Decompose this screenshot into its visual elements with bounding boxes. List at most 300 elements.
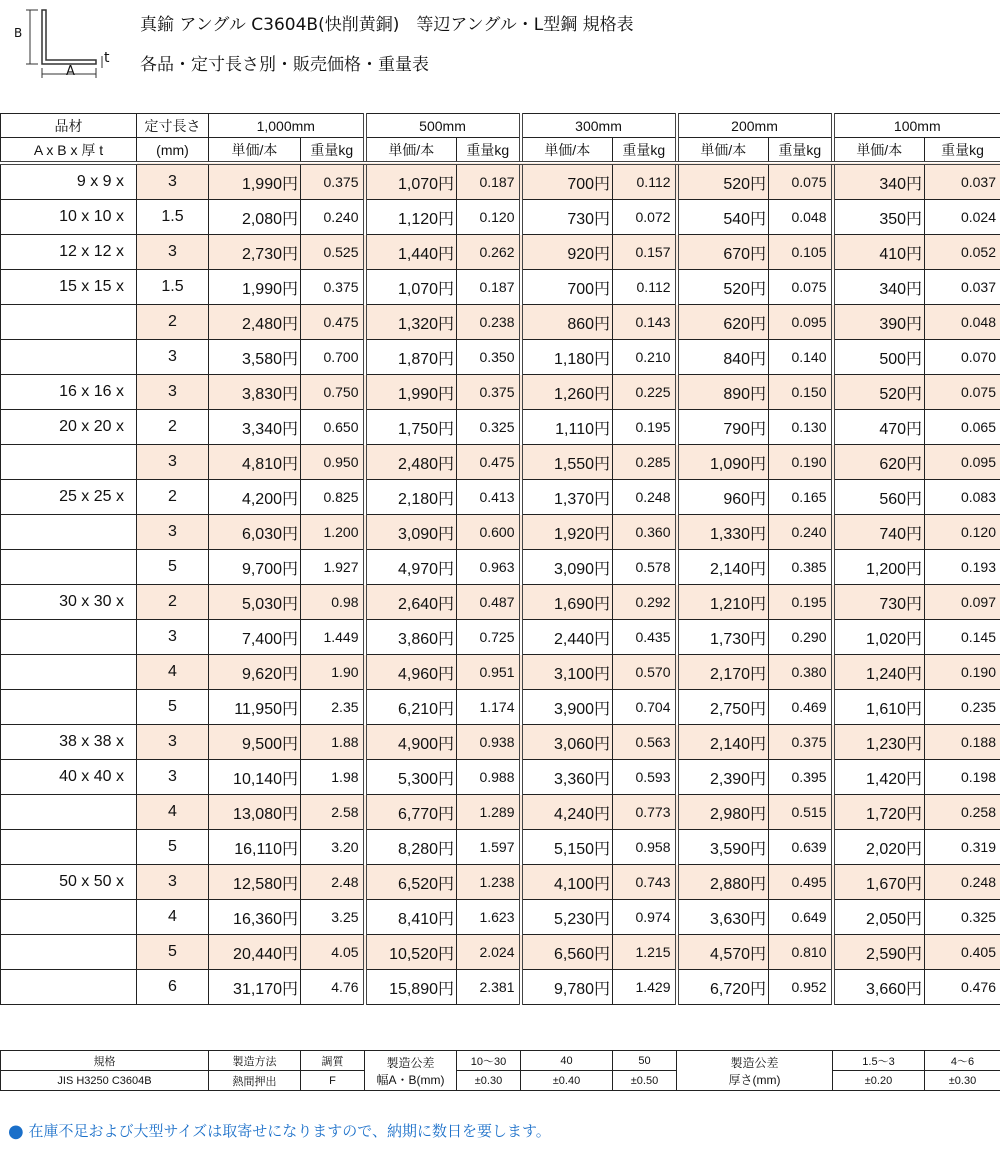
weight-cell: 0.193	[925, 550, 1000, 585]
unit-price-cell: 390円	[833, 305, 925, 340]
unit-price-cell: 2,980円	[677, 795, 769, 830]
weight-cell: 0.225	[613, 375, 677, 410]
size-cell: 16 x 16 x	[1, 375, 137, 410]
table-row	[1, 760, 1000, 795]
unit-price-cell: 1,330円	[677, 515, 769, 550]
diagram-label-t: t	[104, 50, 110, 66]
unit-price-cell: 2,880円	[677, 865, 769, 900]
size-cell: 15 x 15 x	[1, 270, 137, 305]
size-cell: 38 x 38 x	[1, 725, 137, 760]
page-title: 真鍮 アングル C3604B(快削黄銅) 等辺アングル・L型鋼 規格表	[140, 15, 634, 35]
unit-price-cell: 1,550円	[521, 445, 613, 480]
unit-price-cell: 3,630円	[677, 900, 769, 935]
spec-thick-tol: ±0.30	[925, 1071, 1000, 1091]
diagram-label-b: B	[14, 26, 23, 40]
unit-price-cell: 1,420円	[833, 760, 925, 795]
table-row	[1, 690, 1000, 725]
unit-price-cell: 2,050円	[833, 900, 925, 935]
weight-cell: 0.810	[769, 935, 833, 970]
size-cell	[1, 900, 137, 935]
unit-price-cell: 1,440円	[365, 235, 457, 270]
weight-cell: 0.825	[301, 480, 365, 515]
unit-price-cell: 1,750円	[365, 410, 457, 445]
header-unit-price: 単価/本	[833, 138, 925, 164]
weight-cell: 0.198	[925, 760, 1000, 795]
size-cell: 40 x 40 x	[1, 760, 137, 795]
weight-cell: 0.290	[769, 620, 833, 655]
size-cell	[1, 970, 137, 1005]
spec-thick-tol-label-2: 厚さ(mm)	[728, 1072, 781, 1087]
unit-price-cell: 1,670円	[833, 865, 925, 900]
unit-price-cell: 620円	[677, 305, 769, 340]
unit-price-cell: 1,990円	[209, 163, 301, 200]
weight-cell: 0.285	[613, 445, 677, 480]
weight-cell: 0.150	[769, 375, 833, 410]
unit-price-cell: 6,210円	[365, 690, 457, 725]
unit-price-cell: 1,870円	[365, 340, 457, 375]
weight-cell: 0.120	[457, 200, 521, 235]
weight-cell: 0.600	[457, 515, 521, 550]
weight-cell: 0.075	[769, 163, 833, 200]
spec-width-range: 40	[521, 1051, 613, 1071]
unit-price-cell: 1,990円	[209, 270, 301, 305]
spec-kikaku-value: JIS H3250 C3604B	[1, 1071, 209, 1091]
unit-price-cell: 340円	[833, 163, 925, 200]
unit-price-cell: 3,590円	[677, 830, 769, 865]
size-cell	[1, 550, 137, 585]
weight-cell: 0.963	[457, 550, 521, 585]
unit-price-cell: 9,780円	[521, 970, 613, 1005]
weight-cell: 0.258	[925, 795, 1000, 830]
unit-price-cell: 8,280円	[365, 830, 457, 865]
stock-note	[8, 1120, 551, 1142]
header-unit-price: 単価/本	[365, 138, 457, 164]
unit-price-cell: 16,360円	[209, 900, 301, 935]
table-row	[1, 830, 1000, 865]
unit-price-cell: 3,060円	[521, 725, 613, 760]
spec-thick-tol: ±0.20	[833, 1071, 925, 1091]
weight-cell: 1.597	[457, 830, 521, 865]
unit-price-cell: 9,700円	[209, 550, 301, 585]
page-subtitle: 各品・定寸長さ別・販売価格・重量表	[140, 55, 429, 75]
unit-price-cell: 1,070円	[365, 270, 457, 305]
unit-price-cell: 5,150円	[521, 830, 613, 865]
weight-cell: 0.165	[769, 480, 833, 515]
table-row	[1, 620, 1000, 655]
header-length-1000: 1,000mm	[209, 114, 365, 138]
header-weight: 重量kg	[457, 138, 521, 164]
spec-thick-tolerance-label	[677, 1051, 833, 1091]
weight-cell: 0.240	[301, 200, 365, 235]
weight-cell: 0.725	[457, 620, 521, 655]
unit-price-cell: 2,730円	[209, 235, 301, 270]
unit-price-cell: 9,500円	[209, 725, 301, 760]
header-mm: (mm)	[137, 138, 209, 164]
price-weight-table	[0, 113, 1000, 1005]
weight-cell: 1.927	[301, 550, 365, 585]
unit-price-cell: 4,100円	[521, 865, 613, 900]
thickness-cell: 4	[137, 655, 209, 690]
unit-price-cell: 350円	[833, 200, 925, 235]
table-row	[1, 305, 1000, 340]
header-unit-price: 単価/本	[521, 138, 613, 164]
angle-profile-diagram	[12, 6, 112, 90]
size-cell	[1, 340, 137, 375]
weight-cell: 1.429	[613, 970, 677, 1005]
weight-cell: 0.563	[613, 725, 677, 760]
unit-price-cell: 520円	[833, 375, 925, 410]
weight-cell: 0.187	[457, 270, 521, 305]
spec-row-1	[1, 1051, 1000, 1071]
size-cell	[1, 795, 137, 830]
weight-cell: 0.951	[457, 655, 521, 690]
unit-price-cell: 3,100円	[521, 655, 613, 690]
unit-price-cell: 2,440円	[521, 620, 613, 655]
thickness-cell: 2	[137, 305, 209, 340]
weight-cell: 0.292	[613, 585, 677, 620]
unit-price-cell: 730円	[521, 200, 613, 235]
weight-cell: 1.623	[457, 900, 521, 935]
unit-price-cell: 2,180円	[365, 480, 457, 515]
unit-price-cell: 1,990円	[365, 375, 457, 410]
unit-price-cell: 3,900円	[521, 690, 613, 725]
table-row	[1, 655, 1000, 690]
unit-price-cell: 6,560円	[521, 935, 613, 970]
unit-price-cell: 3,090円	[521, 550, 613, 585]
unit-price-cell: 1,200円	[833, 550, 925, 585]
thickness-cell: 3	[137, 515, 209, 550]
weight-cell: 0.120	[925, 515, 1000, 550]
unit-price-cell: 12,580円	[209, 865, 301, 900]
table-row	[1, 515, 1000, 550]
weight-cell: 0.385	[769, 550, 833, 585]
unit-price-cell: 2,140円	[677, 550, 769, 585]
unit-price-cell: 2,480円	[365, 445, 457, 480]
weight-cell: 2.381	[457, 970, 521, 1005]
thickness-cell: 3	[137, 620, 209, 655]
unit-price-cell: 500円	[833, 340, 925, 375]
weight-cell: 0.048	[925, 305, 1000, 340]
thickness-cell: 1.5	[137, 200, 209, 235]
weight-cell: 0.065	[925, 410, 1000, 445]
weight-cell: 1.98	[301, 760, 365, 795]
unit-price-cell: 4,970円	[365, 550, 457, 585]
unit-price-cell: 3,580円	[209, 340, 301, 375]
unit-price-cell: 4,900円	[365, 725, 457, 760]
header-weight: 重量kg	[301, 138, 365, 164]
size-cell: 10 x 10 x	[1, 200, 137, 235]
unit-price-cell: 700円	[521, 163, 613, 200]
weight-cell: 0.395	[769, 760, 833, 795]
weight-cell: 0.095	[925, 445, 1000, 480]
weight-cell: 0.360	[613, 515, 677, 550]
weight-cell: 0.570	[613, 655, 677, 690]
thickness-cell: 3	[137, 760, 209, 795]
weight-cell: 0.075	[769, 270, 833, 305]
weight-cell: 0.950	[301, 445, 365, 480]
weight-cell: 0.130	[769, 410, 833, 445]
weight-cell: 0.095	[769, 305, 833, 340]
unit-price-cell: 2,080円	[209, 200, 301, 235]
weight-cell: 0.649	[769, 900, 833, 935]
thickness-cell: 3	[137, 340, 209, 375]
weight-cell: 3.20	[301, 830, 365, 865]
weight-cell: 0.593	[613, 760, 677, 795]
header-row-2	[1, 138, 1000, 164]
weight-cell: 1.289	[457, 795, 521, 830]
weight-cell: 0.195	[613, 410, 677, 445]
unit-price-cell: 670円	[677, 235, 769, 270]
weight-cell: 0.210	[613, 340, 677, 375]
unit-price-cell: 20,440円	[209, 935, 301, 970]
thickness-cell: 6	[137, 970, 209, 1005]
unit-price-cell: 2,590円	[833, 935, 925, 970]
weight-cell: 0.190	[925, 655, 1000, 690]
stock-note-text: 在庫不足および大型サイズは取寄せになりますので、納期に数日を要します。	[28, 1122, 551, 1140]
weight-cell: 2.48	[301, 865, 365, 900]
unit-price-cell: 540円	[677, 200, 769, 235]
unit-price-cell: 2,480円	[209, 305, 301, 340]
weight-cell: 0.097	[925, 585, 1000, 620]
unit-price-cell: 740円	[833, 515, 925, 550]
weight-cell: 1.200	[301, 515, 365, 550]
thickness-cell: 5	[137, 935, 209, 970]
table-body	[1, 163, 1000, 1005]
table-row	[1, 480, 1000, 515]
size-cell	[1, 445, 137, 480]
unit-price-cell: 6,720円	[677, 970, 769, 1005]
thickness-cell: 5	[137, 690, 209, 725]
weight-cell: 0.037	[925, 270, 1000, 305]
weight-cell: 0.140	[769, 340, 833, 375]
unit-price-cell: 1,920円	[521, 515, 613, 550]
weight-cell: 0.704	[613, 690, 677, 725]
unit-price-cell: 3,360円	[521, 760, 613, 795]
size-cell	[1, 655, 137, 690]
thickness-cell: 5	[137, 550, 209, 585]
unit-price-cell: 620円	[833, 445, 925, 480]
header	[0, 0, 1000, 100]
thickness-cell: 3	[137, 375, 209, 410]
unit-price-cell: 3,090円	[365, 515, 457, 550]
thickness-cell: 5	[137, 830, 209, 865]
unit-price-cell: 410円	[833, 235, 925, 270]
weight-cell: 0.048	[769, 200, 833, 235]
weight-cell: 0.157	[613, 235, 677, 270]
unit-price-cell: 3,660円	[833, 970, 925, 1005]
spec-table	[0, 1050, 1000, 1091]
table-row	[1, 163, 1000, 200]
thickness-cell: 1.5	[137, 270, 209, 305]
weight-cell: 0.495	[769, 865, 833, 900]
spec-thick-range: 1.5〜3	[833, 1051, 925, 1071]
weight-cell: 0.248	[613, 480, 677, 515]
unit-price-cell: 1,210円	[677, 585, 769, 620]
weight-cell: 0.240	[769, 515, 833, 550]
header-unit-price: 単価/本	[677, 138, 769, 164]
weight-cell: 0.375	[301, 270, 365, 305]
table-row	[1, 865, 1000, 900]
header-weight: 重量kg	[613, 138, 677, 164]
weight-cell: 0.319	[925, 830, 1000, 865]
weight-cell: 0.650	[301, 410, 365, 445]
header-weight: 重量kg	[925, 138, 1000, 164]
weight-cell: 0.475	[301, 305, 365, 340]
unit-price-cell: 3,340円	[209, 410, 301, 445]
header-length-200: 200mm	[677, 114, 833, 138]
weight-cell: 0.187	[457, 163, 521, 200]
unit-price-cell: 1,260円	[521, 375, 613, 410]
table-row	[1, 795, 1000, 830]
weight-cell: 0.700	[301, 340, 365, 375]
weight-cell: 2.024	[457, 935, 521, 970]
weight-cell: 0.773	[613, 795, 677, 830]
size-cell: 30 x 30 x	[1, 585, 137, 620]
weight-cell: 0.405	[925, 935, 1000, 970]
unit-price-cell: 520円	[677, 270, 769, 305]
unit-price-cell: 31,170円	[209, 970, 301, 1005]
unit-price-cell: 860円	[521, 305, 613, 340]
table-row	[1, 445, 1000, 480]
unit-price-cell: 4,810円	[209, 445, 301, 480]
unit-price-cell: 3,830円	[209, 375, 301, 410]
header-row-1	[1, 114, 1000, 138]
unit-price-cell: 1,180円	[521, 340, 613, 375]
header-length-500: 500mm	[365, 114, 521, 138]
unit-price-cell: 1,720円	[833, 795, 925, 830]
unit-price-cell: 470円	[833, 410, 925, 445]
size-cell: 50 x 50 x	[1, 865, 137, 900]
thickness-cell: 2	[137, 410, 209, 445]
weight-cell: 0.958	[613, 830, 677, 865]
weight-cell: 1.215	[613, 935, 677, 970]
unit-price-cell: 2,390円	[677, 760, 769, 795]
weight-cell: 0.469	[769, 690, 833, 725]
weight-cell: 0.052	[925, 235, 1000, 270]
unit-price-cell: 1,690円	[521, 585, 613, 620]
weight-cell: 4.76	[301, 970, 365, 1005]
size-cell	[1, 830, 137, 865]
spec-kikaku-label: 規格	[1, 1051, 209, 1071]
weight-cell: 0.476	[925, 970, 1000, 1005]
unit-price-cell: 700円	[521, 270, 613, 305]
header-length-100: 100mm	[833, 114, 1000, 138]
unit-price-cell: 5,230円	[521, 900, 613, 935]
thickness-cell: 3	[137, 163, 209, 200]
weight-cell: 2.35	[301, 690, 365, 725]
weight-cell: 0.435	[613, 620, 677, 655]
table-row	[1, 235, 1000, 270]
header-length-label: 定寸長さ	[137, 114, 209, 138]
weight-cell: 4.05	[301, 935, 365, 970]
unit-price-cell: 6,520円	[365, 865, 457, 900]
unit-price-cell: 10,140円	[209, 760, 301, 795]
unit-price-cell: 10,520円	[365, 935, 457, 970]
unit-price-cell: 13,080円	[209, 795, 301, 830]
unit-price-cell: 920円	[521, 235, 613, 270]
size-cell: 25 x 25 x	[1, 480, 137, 515]
spec-width-tol-label-2: 幅A・B(mm)	[376, 1072, 445, 1087]
spec-width-range: 50	[613, 1051, 677, 1071]
weight-cell: 0.98	[301, 585, 365, 620]
weight-cell: 0.238	[457, 305, 521, 340]
weight-cell: 0.143	[613, 305, 677, 340]
weight-cell: 0.105	[769, 235, 833, 270]
weight-cell: 0.350	[457, 340, 521, 375]
weight-cell: 0.145	[925, 620, 1000, 655]
weight-cell: 0.070	[925, 340, 1000, 375]
spec-thick-tol-label-1: 製造公差	[730, 1055, 779, 1070]
unit-price-cell: 1,610円	[833, 690, 925, 725]
weight-cell: 0.743	[613, 865, 677, 900]
weight-cell: 0.262	[457, 235, 521, 270]
unit-price-cell: 520円	[677, 163, 769, 200]
weight-cell: 0.075	[925, 375, 1000, 410]
weight-cell: 0.375	[769, 725, 833, 760]
weight-cell: 0.938	[457, 725, 521, 760]
unit-price-cell: 1,730円	[677, 620, 769, 655]
spec-width-range: 10〜30	[457, 1051, 521, 1071]
unit-price-cell: 2,750円	[677, 690, 769, 725]
unit-price-cell: 1,090円	[677, 445, 769, 480]
weight-cell: 0.380	[769, 655, 833, 690]
table-row	[1, 550, 1000, 585]
weight-cell: 2.58	[301, 795, 365, 830]
weight-cell: 0.639	[769, 830, 833, 865]
weight-cell: 0.325	[457, 410, 521, 445]
spec-chousitsu-label: 調質	[301, 1051, 365, 1071]
weight-cell: 0.195	[769, 585, 833, 620]
weight-cell: 0.750	[301, 375, 365, 410]
unit-price-cell: 2,140円	[677, 725, 769, 760]
unit-price-cell: 1,110円	[521, 410, 613, 445]
table-row	[1, 585, 1000, 620]
size-cell: 12 x 12 x	[1, 235, 137, 270]
thickness-cell: 4	[137, 795, 209, 830]
weight-cell: 0.024	[925, 200, 1000, 235]
unit-price-cell: 1,020円	[833, 620, 925, 655]
weight-cell: 0.413	[457, 480, 521, 515]
header-length-300: 300mm	[521, 114, 677, 138]
table-row	[1, 900, 1000, 935]
spec-thick-range: 4〜6	[925, 1051, 1000, 1071]
table-row	[1, 340, 1000, 375]
table-row	[1, 935, 1000, 970]
thickness-cell: 3	[137, 445, 209, 480]
spec-chousitsu-value: F	[301, 1071, 365, 1091]
size-cell	[1, 935, 137, 970]
weight-cell: 0.515	[769, 795, 833, 830]
thickness-cell: 3	[137, 235, 209, 270]
weight-cell: 1.174	[457, 690, 521, 725]
table-row	[1, 270, 1000, 305]
unit-price-cell: 15,890円	[365, 970, 457, 1005]
unit-price-cell: 1,230円	[833, 725, 925, 760]
unit-price-cell: 730円	[833, 585, 925, 620]
spec-width-tol-label-1: 製造公差	[386, 1055, 435, 1070]
unit-price-cell: 8,410円	[365, 900, 457, 935]
unit-price-cell: 16,110円	[209, 830, 301, 865]
weight-cell: 0.112	[613, 163, 677, 200]
unit-price-cell: 2,020円	[833, 830, 925, 865]
unit-price-cell: 4,240円	[521, 795, 613, 830]
table-row	[1, 410, 1000, 445]
weight-cell: 0.083	[925, 480, 1000, 515]
spec-row-2	[1, 1071, 1000, 1091]
weight-cell: 0.375	[301, 163, 365, 200]
thickness-cell: 3	[137, 865, 209, 900]
weight-cell: 1.90	[301, 655, 365, 690]
